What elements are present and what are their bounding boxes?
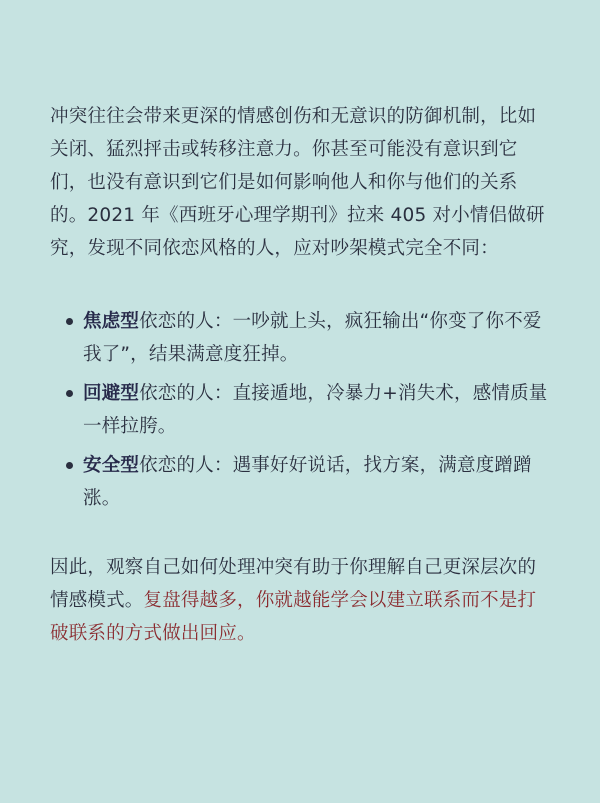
- conclusion-paragraph: [50, 551, 552, 650]
- term-secure: 安全型: [83, 455, 140, 476]
- list-item-avoidant: [50, 377, 552, 443]
- text-avoidant: 依恋的人：直接遁地，冷暴力+消失术，感情质量一样拉胯。: [83, 383, 548, 437]
- conclusion-plain-text: 因此，观察自己如何处理冲突有助于你理解自己更深层次的情感模式。: [50, 557, 537, 611]
- bullet-dot-icon: [66, 462, 73, 469]
- bullet-dot-icon: [66, 390, 73, 397]
- bullet-dot-icon: [66, 318, 73, 325]
- list-item-anxious: [50, 305, 552, 371]
- text-secure: 依恋的人：遇事好好说话，找方案，满意度蹭蹭涨。: [83, 455, 532, 509]
- attachment-style-list: [50, 305, 552, 515]
- term-avoidant: 回避型: [83, 383, 140, 404]
- conclusion-highlight-text: 复盘得越多，你就越能学会以建立联系而不是打破联系的方式做出回应。: [50, 590, 537, 644]
- list-item-secure: [50, 449, 552, 515]
- term-anxious: 焦虑型: [83, 311, 140, 332]
- text-anxious: 依恋的人：一吵就上头，疯狂输出“你变了你不爱我了”，结果满意度狂掉。: [83, 311, 542, 365]
- intro-paragraph: 冲突往往会带来更深的情感创伤和无意识的防御机制，比如关闭、猛烈抨击或转移注意力。你甚至可能没有意识到它们，也没有意识到它们是如何影响他人和你与他们的关系的。2021 年《西班牙心理学期刊》拉来 405 对小情侣做研究，发现不同依恋风格的人，应对吵架模式完全不同：: [50, 106, 545, 259]
